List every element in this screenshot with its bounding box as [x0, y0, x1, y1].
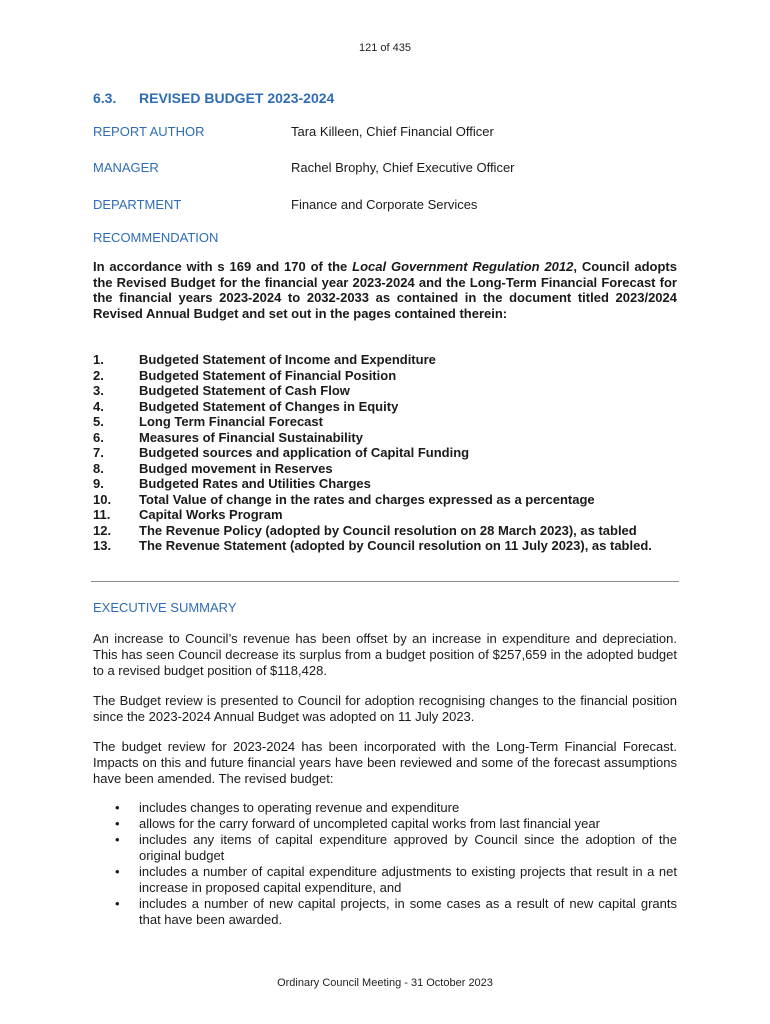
list-item-number: 6.	[93, 429, 104, 445]
list-item	[93, 864, 677, 896]
list-item-number: 10.	[93, 491, 112, 507]
list-item	[93, 399, 677, 415]
section-title	[93, 90, 334, 106]
manager-row	[93, 160, 515, 175]
list-item-number: 13.	[93, 538, 112, 553]
list-item	[93, 414, 677, 430]
bullet-icon: •	[115, 816, 120, 831]
executive-summary-paragraph-3: The budget review for 2023-2024 has been incorporated with the Long-Term Financial Forecast. Impacts on this and future financial years have been reviewed and some of the forecast assumptions have been amended. The revised budget:	[93, 739, 677, 786]
bullet-icon: •	[115, 896, 120, 911]
executive-summary-heading: EXECUTIVE SUMMARY	[93, 600, 237, 615]
list-item-number: 9.	[93, 476, 104, 491]
list-item	[93, 523, 677, 539]
list-item	[93, 383, 677, 399]
list-item	[93, 832, 677, 864]
list-item-text: Budgeted Statement of Changes in Equity	[139, 398, 399, 414]
manager-value: Rachel Brophy, Chief Executive Officer	[291, 160, 515, 175]
list-item	[93, 430, 677, 446]
list-item-text: Measures of Financial Sustainability	[139, 429, 363, 445]
list-item	[93, 352, 677, 368]
bullet-text: includes a number of new capital projects, in some cases as a result of new capital grants that have been awarded.	[139, 896, 677, 927]
list-item-number: 5.	[93, 414, 104, 429]
list-item	[93, 538, 677, 554]
section-divider	[91, 581, 679, 582]
list-item-number: 4.	[93, 398, 104, 414]
report-author-label: REPORT AUTHOR	[93, 124, 205, 139]
list-item	[93, 476, 677, 492]
bullet-icon: •	[115, 832, 120, 847]
list-item	[93, 445, 677, 461]
list-item-text: Budgeted Statement of Income and Expenditure	[139, 352, 436, 367]
recommendation-heading: RECOMMENDATION	[93, 230, 219, 245]
list-item	[93, 816, 677, 832]
list-item	[93, 368, 677, 384]
recommendation-paragraph	[93, 259, 677, 321]
bullet-icon: •	[115, 800, 120, 815]
bullet-text: includes changes to operating revenue and expenditure	[139, 800, 460, 815]
list-item-text: Budgeted Rates and Utilities Charges	[139, 476, 371, 491]
executive-summary-paragraph-2: The Budget review is presented to Council for adoption recognising changes to the financial position since the 2023-2024 Annual Budget was adopted on 11 July 2023.	[93, 693, 677, 724]
list-item-number: 7.	[93, 445, 104, 460]
recommendation-regulation: Local Government Regulation 2012	[352, 259, 574, 274]
page-footer: Ordinary Council Meeting - 31 October 2023	[277, 977, 493, 989]
section-number: 6.3.	[93, 90, 117, 106]
list-item-text: Budged movement in Reserves	[139, 460, 333, 476]
list-item	[93, 507, 677, 523]
recommendation-text-post: , Council adopts the Revised Budget for the financial year 2023-2024 and the Long-Term Financial Forecast for the financial years 2023-2024 to 2032-2033 as contained in the document titled 2023/2024 Revised Annual Budget and set out in the pages contained therein:	[93, 259, 677, 321]
list-item-number: 2.	[93, 367, 104, 383]
department-value: Finance and Corporate Services	[291, 197, 478, 212]
bullet-text: allows for the carry forward of uncompleted capital works from last financial year	[139, 816, 600, 831]
list-item-number: 8.	[93, 460, 104, 476]
list-item-number: 3.	[93, 383, 104, 398]
report-author-value: Tara Killeen, Chief Financial Officer	[291, 124, 494, 139]
list-item-number: 11.	[93, 507, 111, 522]
recommendation-text-pre: In accordance with s 169 and 170 of the	[93, 259, 353, 274]
list-item-text: Budgeted Statement of Financial Position	[139, 367, 397, 383]
list-item	[93, 800, 677, 816]
list-item-text: Long Term Financial Forecast	[139, 414, 323, 429]
department-row	[93, 197, 477, 212]
revised-budget-bullets	[93, 800, 677, 928]
recommendation-list	[93, 352, 677, 554]
bullet-text: includes any items of capital expenditure approved by Council since the adoption of the original budget	[139, 832, 677, 863]
executive-summary-paragraph-1: An increase to Council’s revenue has been offset by an increase in expenditure and depreciation. This has seen Council decrease its surplus from a budget position of $257,659 in the adopted budget to a revised budget position of $118,428.	[93, 631, 677, 678]
list-item-number: 12.	[93, 522, 112, 538]
bullet-text: includes a number of capital expenditure adjustments to existing projects that result in a net increase in proposed capital expenditure, and	[139, 864, 677, 895]
list-item-text: Capital Works Program	[139, 507, 283, 522]
list-item-text: Budgeted sources and application of Capital Funding	[139, 445, 470, 460]
list-item	[93, 492, 677, 508]
list-item-text: Total Value of change in the rates and charges expressed as a percentage	[139, 491, 595, 507]
section-title-text: REVISED BUDGET 2023-2024	[139, 90, 335, 106]
list-item	[93, 461, 677, 477]
page-number: 121 of 435	[359, 42, 411, 54]
list-item-text: Budgeted Statement of Cash Flow	[139, 383, 350, 398]
list-item-number: 1.	[93, 352, 104, 367]
report-author-row	[93, 124, 494, 139]
list-item-text: The Revenue Statement (adopted by Council resolution on 11 July 2023), as tabled.	[139, 538, 652, 553]
manager-label: MANAGER	[93, 160, 159, 175]
list-item-text: The Revenue Policy (adopted by Council resolution on 28 March 2023), as tabled	[139, 522, 637, 538]
department-label: DEPARTMENT	[93, 197, 182, 212]
list-item	[93, 896, 677, 928]
bullet-icon: •	[115, 864, 120, 879]
